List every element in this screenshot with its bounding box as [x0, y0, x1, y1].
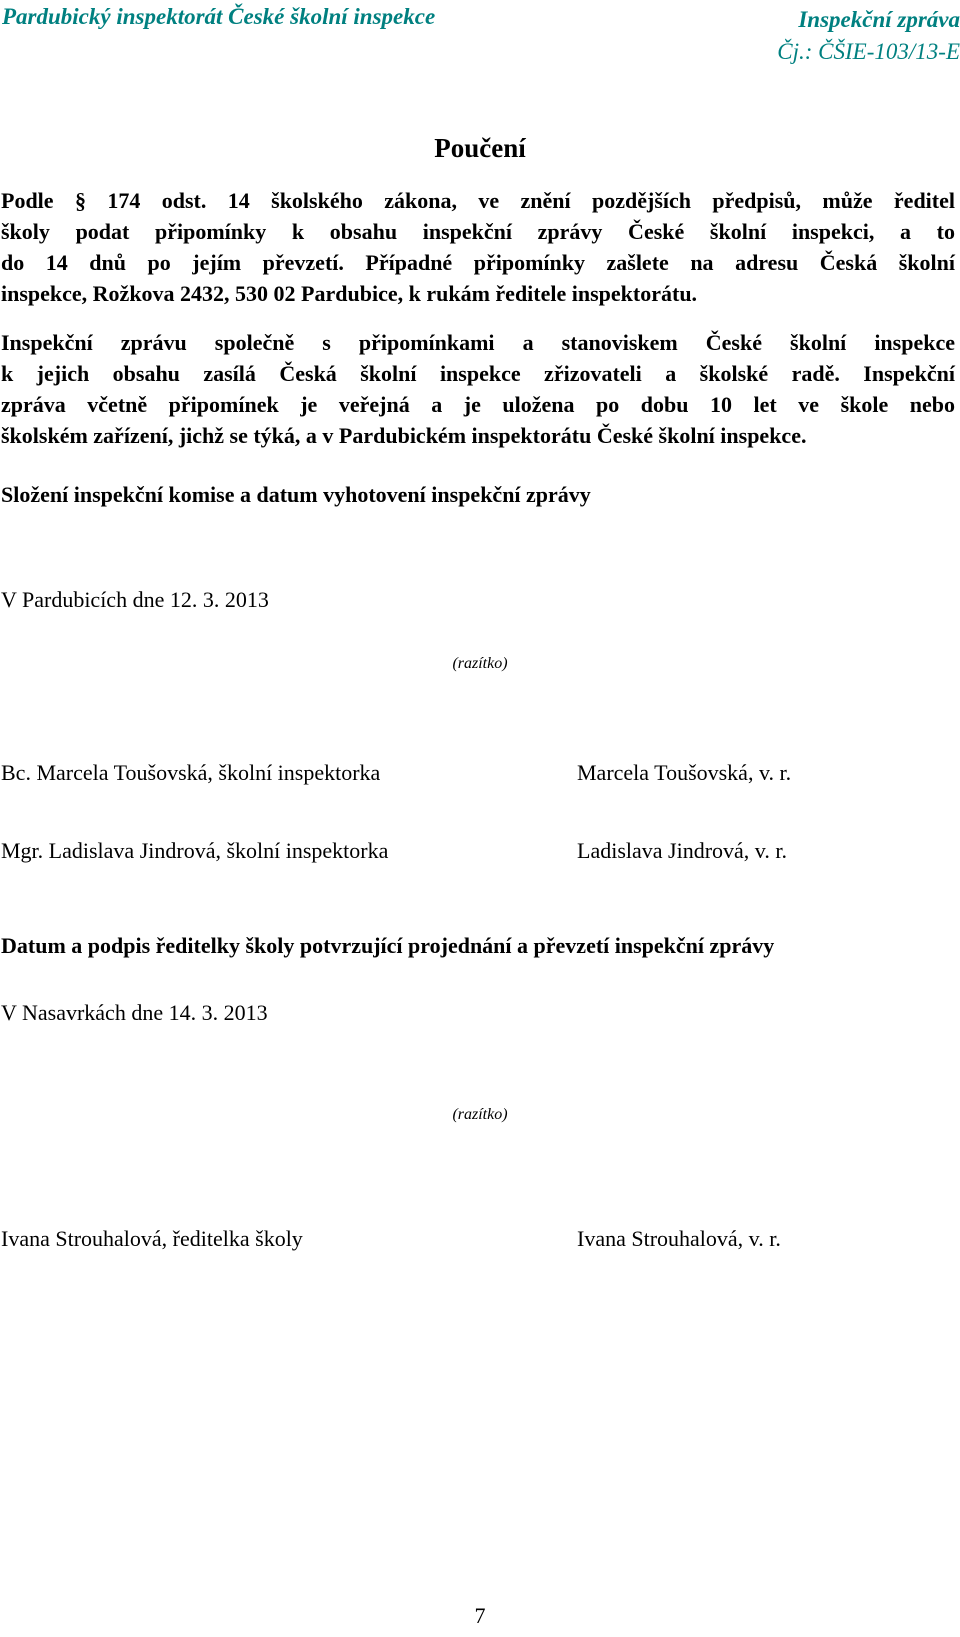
member-2-name: Mgr. Ladislava Jindrová, školní inspektorka [1, 838, 389, 863]
member-1-signature: Marcela Toušovská, v. r. [577, 760, 792, 785]
paragraph-line: školy podat připomínky k obsahu inspekční zprávy České školní inspekci, a to [1, 219, 955, 244]
header-ref-number: Čj.: ČŠIE-103/13-E [777, 39, 960, 64]
paragraph-line: školském zařízení, jichž se týká, a v Pardubickém inspektorátu České školní inspekce. [1, 423, 807, 448]
member-2-signature: Ladislava Jindrová, v. r. [577, 838, 787, 863]
paragraph-line: inspekce, Rožkova 2432, 530 02 Pardubice, k rukám ředitele inspektorátu. [1, 281, 698, 306]
header-organization: Pardubický inspektorát České školní inspekce [2, 4, 436, 29]
paragraph-line: do 14 dnů po jejím převzetí. Případné připomínky zašlete na adresu Česká školní [1, 250, 955, 275]
header-right [700, 4, 960, 68]
notice-paragraph-2 [1, 327, 955, 451]
principal-name: Ivana Strouhalová, ředitelka školy [1, 1226, 303, 1251]
commission-heading: Složení inspekční komise a datum vyhotovení inspekční zprávy [1, 482, 591, 507]
paragraph-line: Inspekční zprávu společně s připomínkami a stanoviskem České školní inspekce [1, 330, 955, 355]
paragraph-line: k jejich obsahu zasílá Česká školní inspekce zřizovateli a školské radě. Inspekční [1, 361, 955, 386]
notice-paragraph-1 [1, 185, 955, 309]
commission-stamp: (razítko) [452, 655, 508, 672]
page-title: Poučení [434, 133, 526, 163]
principal-place-date: V Nasavrkách dne 14. 3. 2013 [1, 1000, 268, 1025]
principal-heading: Datum a podpis ředitelky školy potvrzující projednání a převzetí inspekční zprávy [1, 933, 775, 958]
header-doc-type: Inspekční zpráva [798, 7, 960, 32]
page-number: 7 [474, 1603, 486, 1628]
member-1-name: Bc. Marcela Toušovská, školní inspektorka [1, 760, 381, 785]
paragraph-line: zpráva včetně připomínek je veřejná a je uložena po dobu 10 let ve škole nebo [1, 392, 955, 417]
paragraph-line: Podle § 174 odst. 14 školského zákona, ve znění pozdějších předpisů, může ředitel [1, 188, 955, 213]
commission-place-date: V Pardubicích dne 12. 3. 2013 [1, 587, 269, 612]
principal-stamp: (razítko) [452, 1106, 508, 1123]
principal-signature: Ivana Strouhalová, v. r. [577, 1226, 781, 1251]
